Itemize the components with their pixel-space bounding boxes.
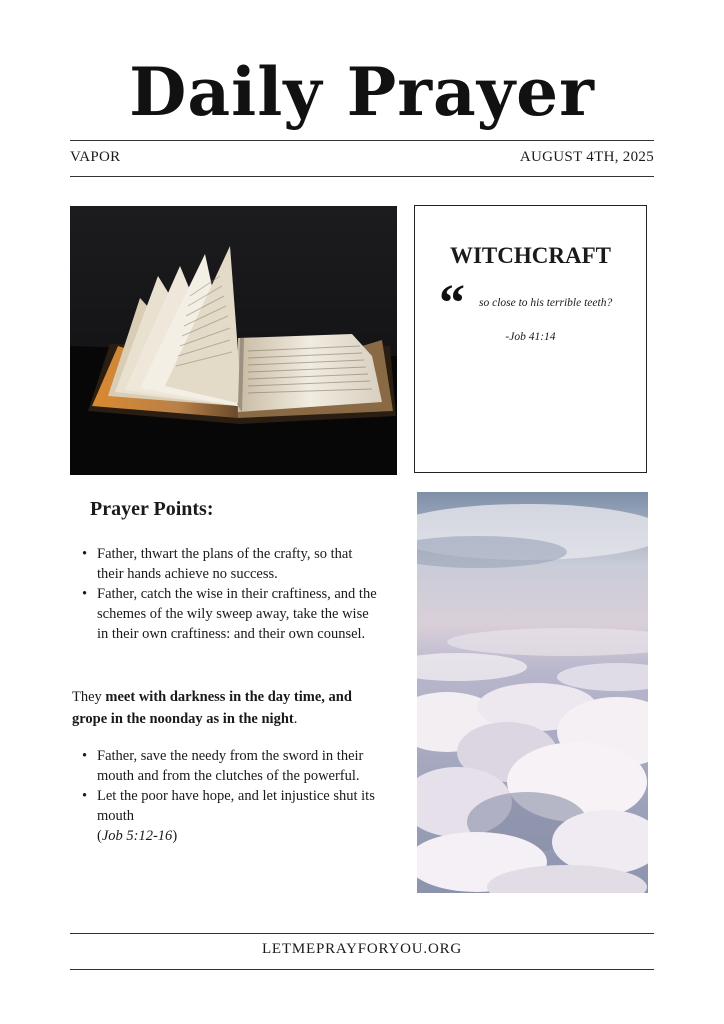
list-item: [80, 544, 380, 584]
list-item-text: Father, thwart the plans of the crafty, so that their hands achieve no success.: [97, 546, 353, 582]
scripture-reference: [97, 826, 380, 846]
quote-box-title: WITCHCRAFT: [449, 243, 611, 268]
bullet-icon: •: [82, 748, 88, 764]
prayer-points-list: [80, 544, 380, 644]
scripture-paragraph: [72, 686, 372, 730]
ref-close-paren: ): [172, 828, 178, 844]
list-item: [80, 584, 380, 644]
list-item-text: Father, catch the wise in their craftiness, and the schemes of the wily sweep away, take the wise in their own craftiness: and their own counsel.: [97, 586, 377, 642]
bullet-icon: •: [82, 546, 88, 562]
header-top-divider: [70, 140, 654, 141]
header-date: AUGUST 4TH, 2025: [519, 149, 654, 165]
verse-quote-box: [414, 205, 647, 473]
footer-website: LETMEPRAYFORYOU.ORG: [261, 941, 463, 957]
list-item: [80, 786, 380, 846]
bullet-icon: •: [82, 788, 88, 804]
ref-open-paren: (: [97, 828, 102, 844]
prayer-points-heading: Prayer Points:: [90, 498, 214, 520]
list-item-text: Father, save the needy from the sword in their mouth and from the clutches of the powerful.: [97, 748, 364, 784]
header-bottom-divider: [70, 176, 654, 177]
paragraph-end: .: [293, 711, 298, 727]
footer-top-divider: [70, 933, 654, 934]
quote-mark-icon: “: [439, 275, 465, 332]
ref-text: Job 5:12-16: [101, 828, 173, 844]
quote-text: so close to his terrible teeth?: [479, 297, 613, 309]
bullet-icon: •: [82, 586, 88, 602]
open-bible-image: [70, 206, 397, 475]
page-title: Daily Prayer: [129, 53, 595, 131]
list-item: [80, 746, 380, 786]
quote-reference: -Job 41:14: [505, 331, 556, 343]
header-left-label: VAPOR: [70, 149, 121, 165]
paragraph-lead: They: [72, 689, 106, 705]
prayer-points-list-2: [80, 746, 380, 846]
clouds-image: [417, 492, 648, 893]
footer-bottom-divider: [70, 969, 654, 970]
list-item-text: Let the poor have hope, and let injustice shut its mouth: [97, 788, 375, 824]
paragraph-bold: meet with darkness in the day time, and grope in the noonday as in the night: [72, 689, 352, 727]
